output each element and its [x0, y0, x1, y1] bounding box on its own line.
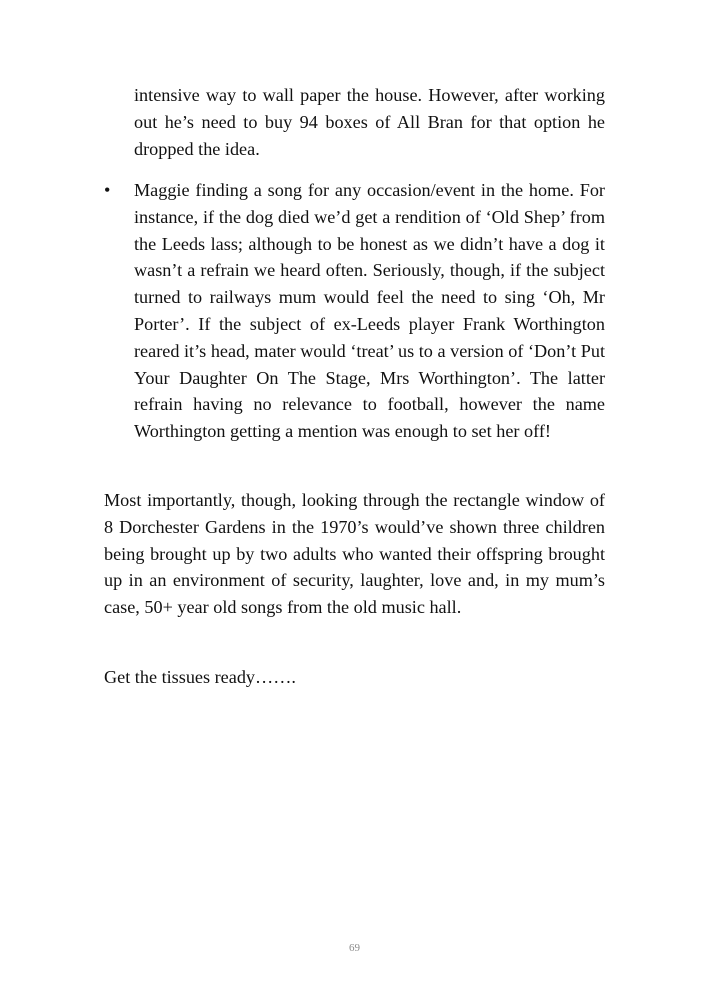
page-number: 69 [349, 942, 360, 954]
continued-list-paragraph: intensive way to wall paper the house. However, after working out he’s need to buy 94 boxes of All Bran for that option he dropped the idea. [134, 85, 605, 159]
bullet-marker: • [104, 180, 111, 200]
closing-line: Get the tissues ready……. [104, 667, 296, 687]
main-body-paragraph: Most importantly, though, looking through the rectangle window of 8 Dorchester Gardens in the 1970’s would’ve shown three children being brought up by two adults who wanted their offspring brought up in an environment of security, laughter, love and, in my mum’s case, 50+ year old songs from the old music hall. [104, 490, 605, 618]
bullet-list-paragraph: Maggie finding a song for any occasion/event in the home. For instance, if the dog died we’d get a rendition of ‘Old Shep’ from the Leeds lass; although to be honest as we didn’t have a dog it wasn’t a refrain we heard often. Seriously, though, if the subject turned to railways mum would feel the need to sing ‘Oh, Mr Porter’. If the subject of ex-Leeds player Frank Worthington reared it’s head, mater would ‘treat’ us to a version of ‘Don’t Put Your Daughter On The Stage, Mrs Worthington’. The latter refrain having no relevance to football, however the name Worthington getting a mention was enough to set her off! [134, 180, 605, 442]
